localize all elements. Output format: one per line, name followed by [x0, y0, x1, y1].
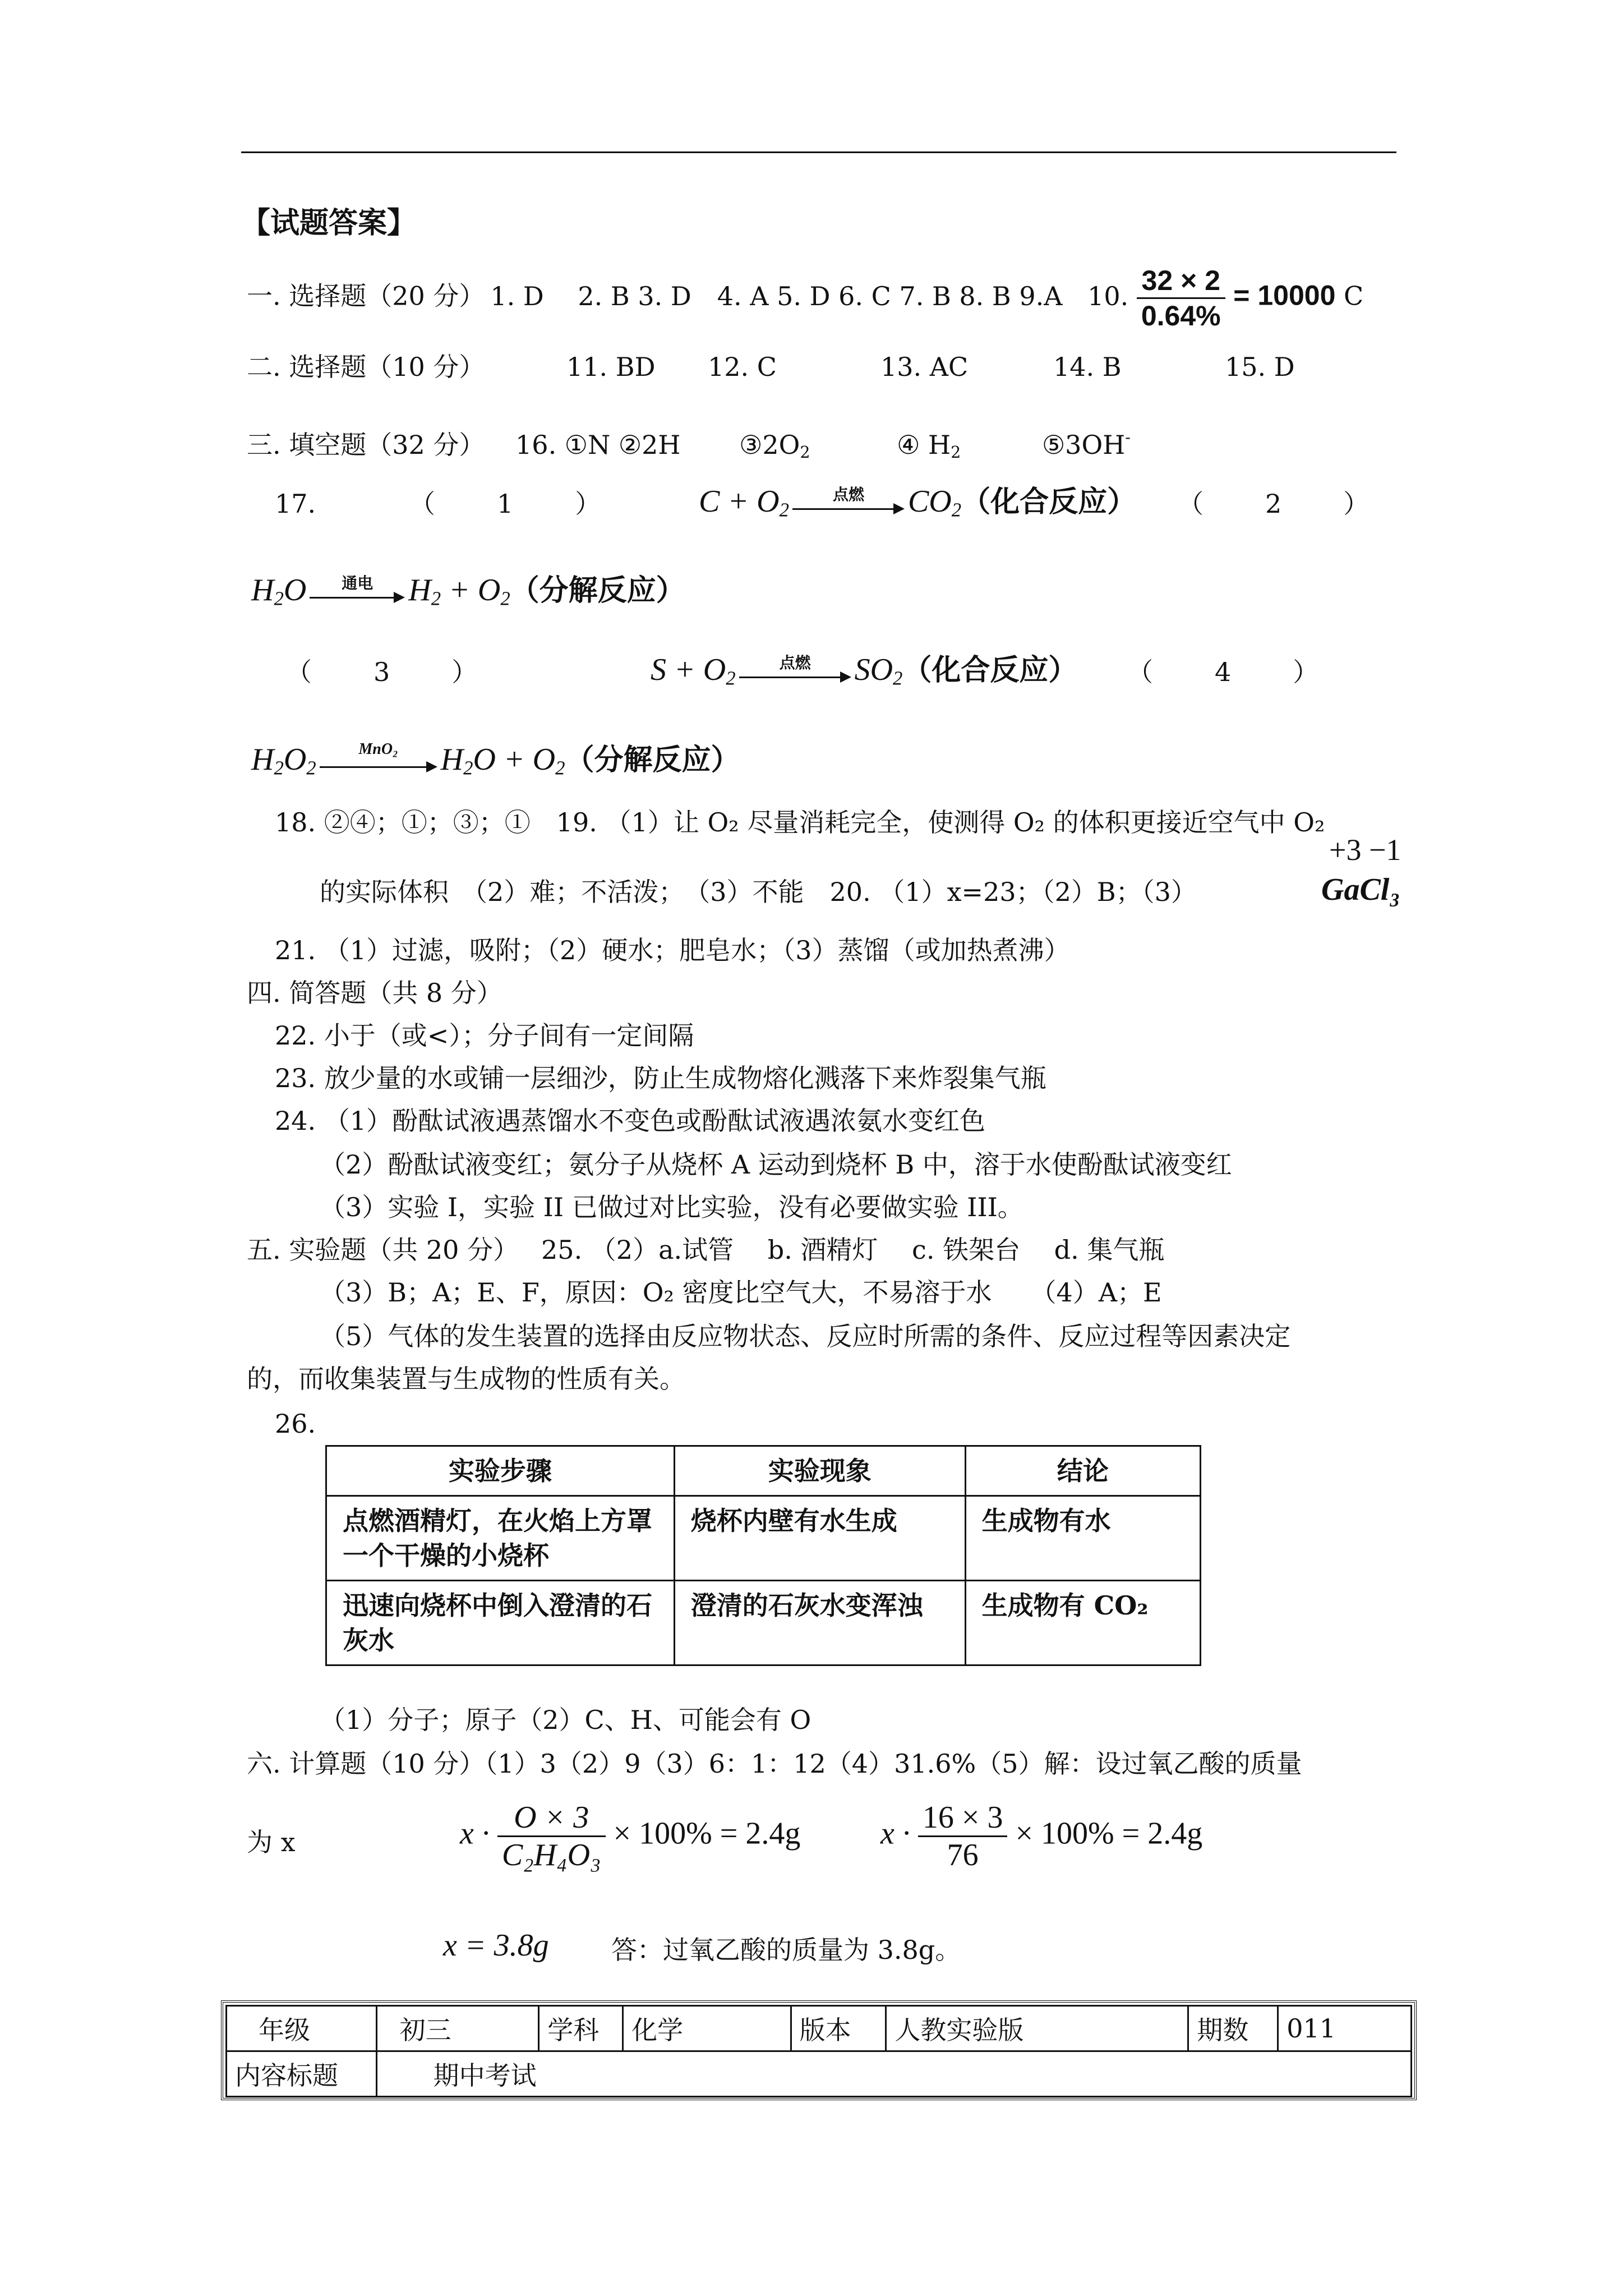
q24-3: （3）实验 I，实验 II 已做过对比实验，没有必要做实验 III。: [320, 1192, 1023, 1222]
version-label: 版本: [791, 2006, 886, 2051]
q10-denominator: 0.64%: [1141, 300, 1221, 332]
table-row: [326, 1496, 1201, 1581]
content-title-label: 内容标题: [227, 2051, 377, 2097]
table-cell: 生成物有 CO₂: [965, 1581, 1200, 1665]
q25-3: （3）B；A；E、F，原因：O₂ 密度比空气大，不易溶于水 （4）A；E: [320, 1277, 1162, 1308]
q22: 22. 小于（或<）；分子间有一定间隔: [275, 1020, 694, 1051]
header-phenomenon: 实验现象: [674, 1446, 965, 1496]
table-header-row: [326, 1446, 1201, 1496]
q10-fraction: [1137, 264, 1225, 333]
version-value: 人教实验版: [886, 2006, 1188, 2051]
arrow-icon: 通电: [310, 585, 405, 601]
q26-number: 26.: [275, 1409, 316, 1439]
q10-answer: C: [1344, 280, 1364, 311]
section-3-label: 三. 填空题（32 分）: [247, 429, 485, 460]
fraction-1: $\frac{O \times 3}{\text{C₂H₄O₃}}$: [497, 1800, 606, 1873]
section-1-answers: 1. D 2. B 3. D 4. A 5. D 6. C 7. B 8. B 9.A: [490, 280, 1063, 311]
q19-20-line2: 的实际体积 （2）难；不活泼； （3）不能 20. （1）x=23；（2）B；（3）: [320, 877, 1197, 907]
section-2-label: 二. 选择题（10 分）: [247, 352, 485, 382]
calc-formula-1: x · $\frac{O \times 3}{\text{C₂H₄O₃}}$ × 100% = 2.4g: [460, 1800, 801, 1872]
q20-charge: +3 −1: [1329, 833, 1401, 867]
q11: 11. BD: [566, 352, 656, 382]
issue-label: 期数: [1188, 2006, 1278, 2051]
q26-answer: （1）分子；原子（2）C、H、可能会有 O: [320, 1705, 811, 1735]
table-row: [326, 1581, 1201, 1665]
q17-number: 17.: [275, 489, 316, 519]
issue-value: 011: [1278, 2006, 1412, 2051]
section-5: [247, 1233, 1164, 1267]
grade-value: 初三: [376, 2006, 539, 2051]
calc-formula-2: x · $\frac{16 \times 3}{76}$ × 100% = 2.4g: [880, 1800, 1203, 1872]
q21: 21. （1）过滤，吸附；（2）硬水；肥皂水；（3）蒸馏（或加热煮沸）: [275, 935, 1070, 965]
footer-row-1: [227, 2006, 1412, 2051]
section-3: [247, 421, 1131, 470]
q25-5b: 的，而收集装置与生成物的性质有关。: [247, 1364, 685, 1394]
arrow-icon: 点燃: [792, 496, 905, 513]
q16-3: $③2O_2$: [739, 429, 810, 462]
subject-label: 学科: [539, 2006, 623, 2051]
footer-row-2: [227, 2051, 1412, 2097]
arrow-icon: 点燃: [739, 664, 851, 681]
header-steps: 实验步骤: [326, 1446, 675, 1496]
q18-19-line1: 18. ②④；①；③；① 19. （1）让 O₂ 尽量消耗完全，使测得 O₂ 的体积更接近空气中 O₂: [275, 807, 1325, 838]
q10-numerator: 32 × 2: [1137, 264, 1225, 299]
header-conclusion: 结论: [965, 1446, 1200, 1496]
calc-answer: 答：过氧乙酸的质量为 3.8g。: [611, 1935, 961, 1965]
q17-part-2: （ 2 ）: [1178, 489, 1373, 519]
q16-5: ⑤3OH-: [1041, 428, 1131, 460]
q17-part-1: （ 1 ）: [409, 489, 605, 519]
q10-prefix: 10.: [1087, 280, 1129, 311]
q15: 15. D: [1225, 352, 1295, 382]
section-1: [247, 264, 1363, 333]
table-cell: 澄清的石灰水变浑浊: [674, 1581, 965, 1665]
q16-4: ④ $H_2$: [897, 429, 961, 462]
q12: 12. C: [708, 352, 777, 382]
footer-table: [225, 2005, 1412, 2097]
q17-eq-4: $H_2O_2$ MnO₂ $H_2O + O_2$（分解反应）: [251, 740, 740, 779]
section-6-label: 六. 计算题（10 分）（1）3（2）9（3）6：1：12（4）31.6%（5）解：设过氧乙酸的质量: [247, 1749, 1302, 1779]
table-cell: 生成物有水: [965, 1496, 1200, 1581]
q17-eq-1: $C + O_2$ 点燃 $CO_2$（化合反应）: [699, 484, 1137, 521]
q23: 23. 放少量的水或铺一层细沙，防止生成物熔化溅落下来炸裂集气瓶: [275, 1063, 1046, 1093]
table-cell: 烧杯内壁有水生成: [674, 1496, 965, 1581]
q17-eq-3: $S + O_2$ 点燃 $SO_2$（化合反应）: [651, 652, 1078, 689]
q14: 14. B: [1053, 352, 1122, 382]
subject-value: 化学: [623, 2006, 791, 2051]
q17-part-3: （ 3 ）: [286, 657, 481, 687]
arrow-icon: MnO₂: [320, 754, 437, 771]
fraction-2: $\frac{16 \times 3}{76}$: [918, 1800, 1008, 1873]
q13: 13. AC: [880, 352, 969, 382]
q25-5a: （5）气体的发生装置的选择由反应物状态、反应时所需的条件、反应过程等因素决定: [320, 1321, 1291, 1351]
section-5-label: 五. 实验题（共 20 分）: [247, 1235, 519, 1265]
calc-prefix: 为 x: [247, 1827, 296, 1857]
q10-result: = 10000: [1233, 279, 1336, 311]
grade-label: 年级: [227, 2006, 377, 2051]
experiment-table: [325, 1445, 1201, 1666]
q25-2: 25. （2）a.试管 b. 酒精灯 c. 铁架台 d. 集气瓶: [541, 1235, 1165, 1265]
table-cell: 点燃酒精灯，在火焰上方罩一个干燥的小烧杯: [326, 1496, 675, 1581]
q17-eq-2: $H_2O$ 通电 $H_2 + O_2$（分解反应）: [251, 573, 685, 610]
q24-1: 24. （1）酚酞试液遇蒸馏水不变色或酚酞试液遇浓氨水变红色: [275, 1106, 986, 1136]
section-4-label: 四. 简答题（共 8 分）: [247, 978, 502, 1008]
calc-result: x = 3.8g: [443, 1928, 549, 1963]
header-rule: [241, 151, 1396, 153]
section-1-label: 一. 选择题（20 分）: [247, 280, 485, 311]
page-title: 【试题答案】: [241, 206, 417, 240]
q24-2: （2）酚酞试液变红；氨分子从烧杯 A 运动到烧杯 B 中，溶于水使酚酞试液变红: [320, 1149, 1232, 1180]
content-title-value: 期中考试: [376, 2051, 1411, 2097]
q16: 16. ①N ②2H: [515, 429, 681, 460]
table-cell: 迅速向烧杯中倒入澄清的石灰水: [326, 1581, 675, 1665]
q17-part-4: （ 4 ）: [1127, 657, 1322, 687]
q20-formula: GaCl₃: [1321, 872, 1400, 907]
